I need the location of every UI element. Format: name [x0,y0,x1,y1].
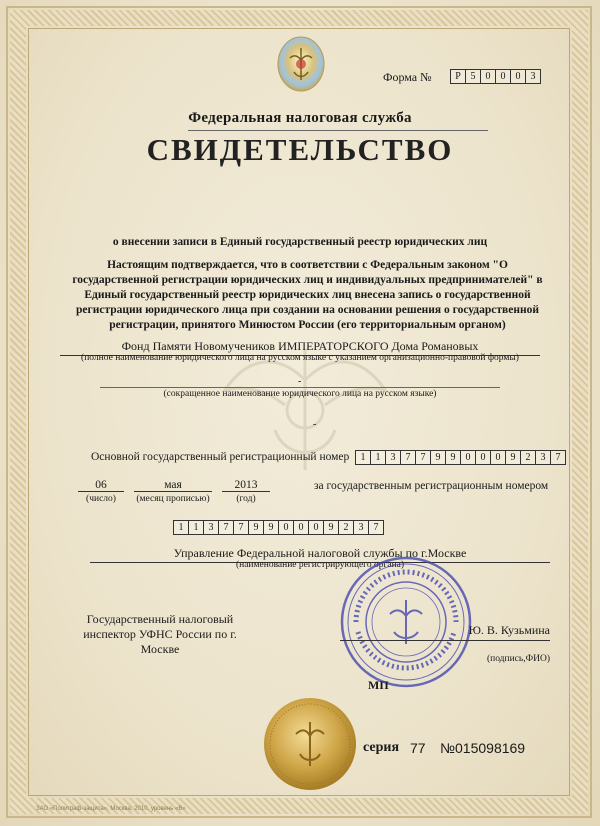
ogrn-digit: 1 [355,450,371,465]
registration-number-cells [174,520,384,535]
official-stamp [336,552,476,692]
form-code-cell: 0 [495,69,511,84]
ogrn-label: Основной государственный регистрационный номер [91,451,350,463]
registration-digit: 0 [293,520,309,535]
inspector-position: Государственный налоговый инспектор УФНС России по г. Москве [83,612,237,656]
registration-digit: 3 [203,520,219,535]
form-code-cell: 0 [510,69,526,84]
registration-digit: 7 [218,520,234,535]
gold-seal [262,696,358,792]
date-month-hint: (месяц прописью) [136,494,210,504]
registration-number-label: за государственным регистрационным номером [314,480,549,492]
form-code-cells [451,69,541,84]
confirmation-paragraph: Настоящим подтверждается, что в соответствии с Федеральным законом "О государственной регистрации юридических лиц и индивидуальных предпринимателей" в Единый государственный реестр юридических лиц внесена запись о государственной регистрации юридического лица при создании на основании решения о государственной регистрации, принятого Минюстом России (его территориальным органом) [72,259,543,331]
form-code-cell: Р [450,69,466,84]
ogrn-digit: 3 [535,450,551,465]
organization-full-name-hint: (полное наименование юридического лица на русском языке с указанием организационно-правовой формы) [81,353,519,363]
signatory-name: Ю. В. Кузьмина [340,623,550,641]
organization-short-name-hint: (сокращенное наименование юридического лица на русском языке) [163,389,437,399]
ogrn-digit: 0 [475,450,491,465]
registration-digit: 1 [188,520,204,535]
signature-hint: (подпись,ФИО) [486,654,550,664]
ogrn-cells [356,450,566,465]
series-label: серия [363,740,400,755]
registration-digit: 1 [173,520,189,535]
date-month: мая [134,479,212,492]
form-code-cell: 5 [465,69,481,84]
registration-digit: 2 [338,520,354,535]
short-name-value: - [298,376,302,387]
date-year-hint: (год) [236,494,256,504]
form-code-cell: 3 [525,69,541,84]
registration-digit: 9 [248,520,264,535]
agency-name: Федеральная налоговая служба [188,110,412,126]
registration-digit: 0 [308,520,324,535]
series-value: 77 [410,740,426,756]
agency-underline [188,130,488,131]
ogrn-digit: 9 [430,450,446,465]
ogrn-digit: 7 [550,450,566,465]
ogrn-digit: 7 [415,450,431,465]
ogrn-digit: 3 [385,450,401,465]
seal-place-mark: МП [368,678,389,692]
registration-digit: 3 [353,520,369,535]
ogrn-digit: 9 [505,450,521,465]
registration-digit: 7 [368,520,384,535]
form-code-cell: 0 [480,69,496,84]
ogrn-digit: 7 [400,450,416,465]
ogrn-digit: 0 [460,450,476,465]
date-day: 06 [78,479,124,492]
registration-digit: 7 [233,520,249,535]
ogrn-digit: 9 [445,450,461,465]
ogrn-digit: 1 [370,450,386,465]
holographic-emblem [276,34,326,94]
document-title: СВИДЕТЕЛЬСТВО [146,132,454,167]
date-day-hint: (число) [86,494,116,504]
registering-authority: Управление Федеральной налоговой службы по г.Москве [90,546,550,563]
registration-digit: 9 [323,520,339,535]
ogrn-digit: 0 [490,450,506,465]
registration-digit: 9 [263,520,279,535]
registering-authority-hint: (наименование регистрирующего органа) [235,560,405,570]
date-year: 2013 [222,479,270,492]
organization-full-name: Фонд Памяти Новомучеников ИМПЕРАТОРСКОГО Дома Романовых [60,339,540,356]
short-name-underline [100,387,500,388]
serial-number: №015098169 [440,740,526,756]
document-subtitle: о внесении записи в Единый государственный реестр юридических лиц [112,236,488,248]
form-number-label: Форма № [383,70,432,84]
registration-digit: 0 [278,520,294,535]
ogrn-digit: 2 [520,450,536,465]
printer-imprint: ЗАО «Полиграф-защита», Москва, 2010, уровень «В» [36,806,186,812]
blank-dash: - [313,419,317,430]
